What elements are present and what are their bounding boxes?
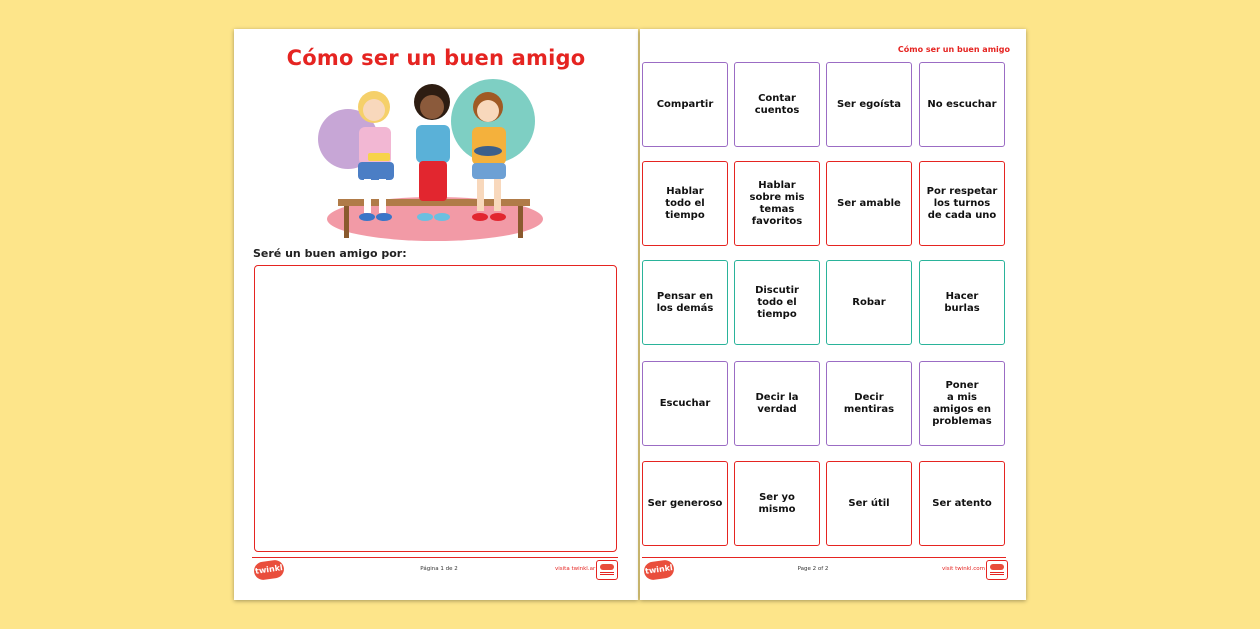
card-item: Compartir [642, 62, 728, 147]
card-item: Robar [826, 260, 912, 345]
card-item: Ser yo mismo [734, 461, 820, 546]
card-item: Ser atento [919, 461, 1005, 546]
children-on-bench-illustration [312, 77, 552, 245]
page-header: Cómo ser un buen amigo [897, 45, 1010, 54]
worksheet-page-1 [234, 29, 638, 600]
twinkl-logo: twinkl [253, 559, 285, 581]
card-item: Hablar sobre mis temas favoritos [734, 161, 820, 246]
card-item: Poner a mis amigos en problemas [919, 361, 1005, 446]
badge-icon [986, 560, 1008, 580]
card-item: Discutir todo el tiempo [734, 260, 820, 345]
card-item: Hacer burlas [919, 260, 1005, 345]
card-item: Decir mentiras [826, 361, 912, 446]
writing-prompt: Seré un buen amigo por: [253, 247, 407, 260]
page-number: Página 1 de 2 [420, 566, 458, 572]
card-item: No escuchar [919, 62, 1005, 147]
card-item: Pensar en los demás [642, 260, 728, 345]
card-item: Contar cuentos [734, 62, 820, 147]
badge-icon [596, 560, 618, 580]
card-item: Ser amable [826, 161, 912, 246]
twinkl-logo: twinkl [643, 559, 675, 581]
card-item: Escuchar [642, 361, 728, 446]
card-item: Hablar todo el tiempo [642, 161, 728, 246]
card-item: Ser útil [826, 461, 912, 546]
card-item: Por respetar los turnos de cada uno [919, 161, 1005, 246]
card-item: Decir la verdad [734, 361, 820, 446]
footer-divider [252, 557, 618, 558]
worksheet-page-2 [640, 29, 1026, 600]
footer-divider [642, 557, 1006, 558]
card-item: Ser egoísta [826, 62, 912, 147]
page-title: Cómo ser un buen amigo [286, 46, 586, 70]
site-link[interactable]: visita twinkl.ar [555, 566, 596, 572]
writing-area[interactable] [254, 265, 617, 552]
card-item: Ser generoso [642, 461, 728, 546]
site-link[interactable]: visit twinkl.com [942, 566, 985, 572]
page-number: Page 2 of 2 [797, 566, 829, 572]
